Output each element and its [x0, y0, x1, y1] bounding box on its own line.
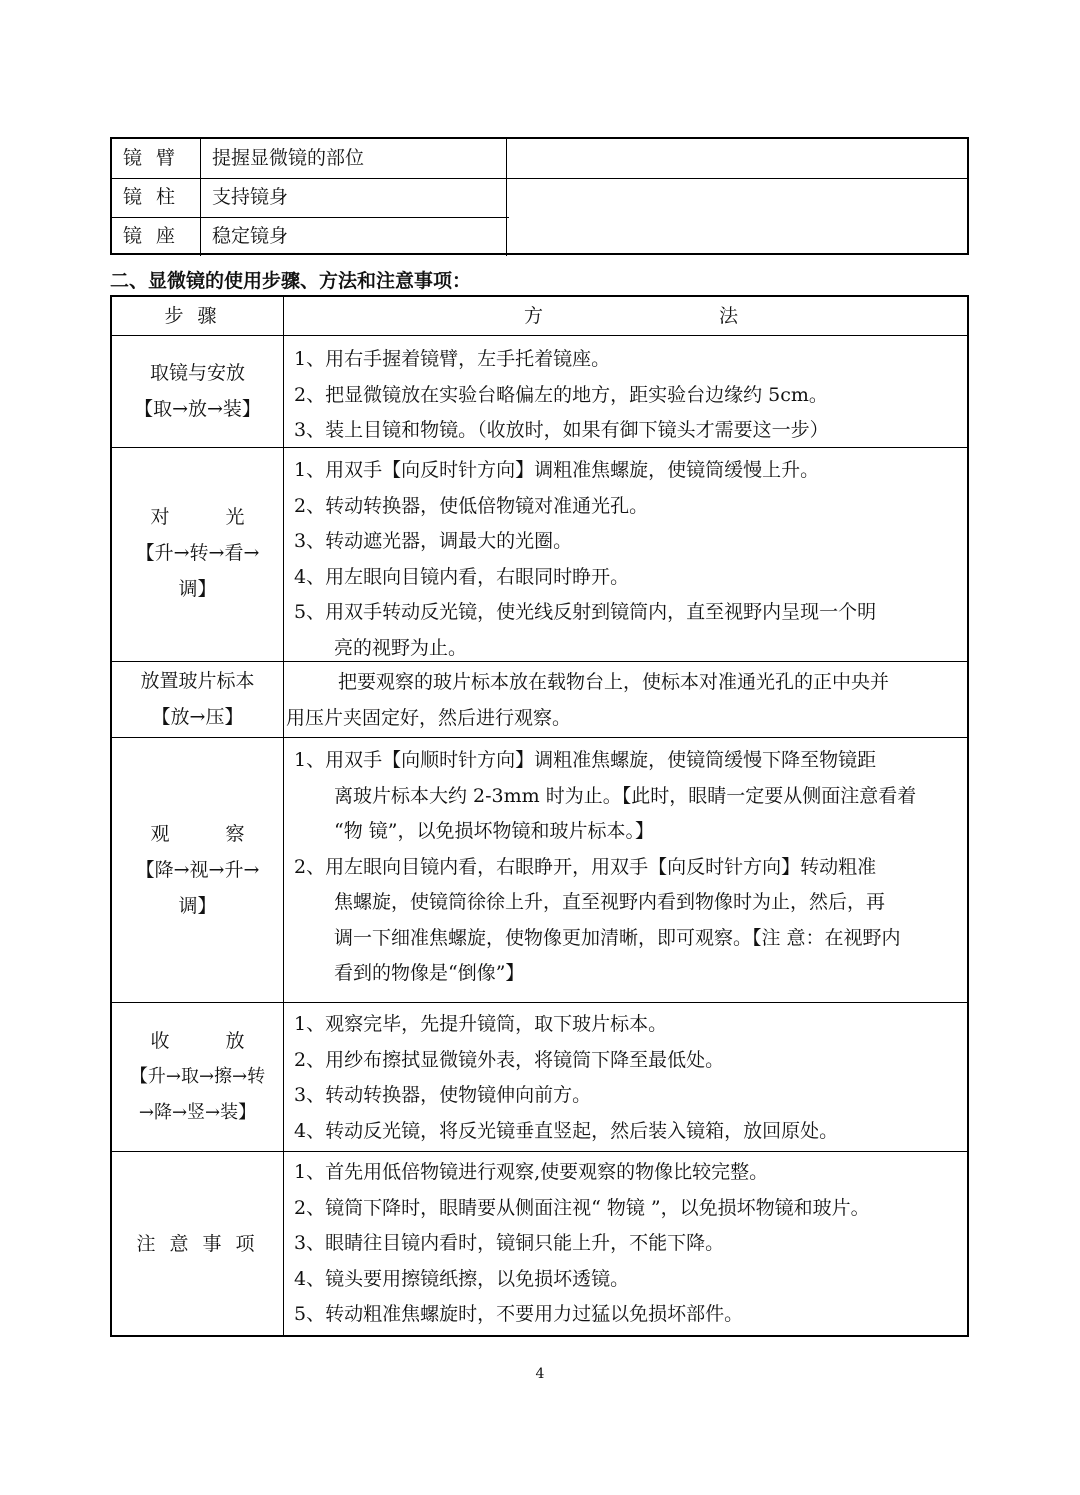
table-row: [112, 217, 509, 256]
step-title: 取镜与安放: [149, 361, 245, 384]
method-line: 1、用双手【向顺时针方向】调粗准焦螺旋，使镜筒缓慢下降至物镜距: [294, 749, 877, 771]
header-method: [284, 297, 969, 335]
header-method-left: 方: [524, 305, 544, 327]
section-title: 二、显微镜的使用步骤、方法和注意事项：: [110, 270, 472, 292]
step-mnemonic: 【取→放→装】: [134, 397, 261, 420]
step-label: [112, 738, 283, 1002]
step-mnemonic: 【升→转→看→: [135, 542, 260, 564]
method-line: 2、镜筒下降时，眼睛要从侧面注视“ 物镜 ”，以免损坏物镜和玻片。: [294, 1196, 870, 1219]
step-method: [294, 453, 962, 666]
header-method-right: 法: [719, 305, 739, 327]
method-line: 焦螺旋，使镜筒徐徐上升，直至视野内看到物像时为止，然后，再: [334, 891, 886, 913]
part-function: 支持镜身: [202, 178, 507, 217]
method-line: 1、首先用低倍物镜进行观察,使要观察的物像比较完整。: [294, 1161, 769, 1183]
method-line: 4、镜头要用擦镜纸擦，以免损坏透镜。: [294, 1267, 630, 1290]
step-mnemonic: 【降→视→升→: [135, 859, 260, 881]
step-title: 收 放: [150, 1029, 245, 1052]
method-line: 2、把显微镜放在实验台略偏左的地方，距实验台边缘约 5cm。: [294, 383, 828, 406]
method-line: 1、用右手握着镜臂，左手托着镜座。: [294, 348, 611, 370]
step-title: 对 光: [150, 506, 245, 528]
method-line: 2、用纱布擦拭显微镜外表，将镜筒下降至最低处。: [294, 1048, 725, 1071]
table-row: [112, 178, 509, 218]
method-line: 看到的物像是“倒像”】: [334, 962, 525, 984]
step-label: [112, 662, 283, 735]
parts-table: [110, 137, 969, 255]
step-label: [112, 1152, 283, 1335]
method-line: “物 镜”，以免损坏物镜和玻片标本。】: [334, 820, 654, 842]
step-title: 观 察: [150, 823, 245, 845]
step-mnemonic: 调】: [178, 895, 217, 917]
method-line: 亮的视野为止。: [334, 636, 468, 659]
step-label: [112, 448, 283, 658]
part-function: 提握显微镜的部位: [202, 139, 507, 178]
method-line: 4、用左眼向目镜内看，右眼同时睁开。: [294, 565, 630, 588]
step-method: [294, 342, 962, 449]
page-number: 4: [535, 1366, 545, 1382]
method-line: 5、转动粗准焦螺旋时，不要用力过猛以免损坏部件。: [294, 1303, 744, 1325]
step-mnemonic: 调】: [178, 578, 217, 600]
method-line: 3、眼睛往目镜内看时，镜铜只能上升，不能下降。: [294, 1232, 725, 1254]
step-mnemonic: 【放→压】: [151, 705, 244, 728]
header-step: 步骤: [164, 305, 231, 327]
method-line: 4、转动反光镜，将反光镜垂直竖起，然后装入镜箱，放回原处。: [294, 1119, 839, 1142]
step-label: [112, 1003, 283, 1150]
step-mnemonic: 【升→取→擦→转: [129, 1065, 266, 1087]
column-divider: [283, 297, 284, 1335]
step-method: [286, 665, 962, 736]
part-name: 镜座: [112, 217, 201, 256]
part-function: 稳定镜身: [202, 217, 507, 256]
step-title: 注 意 事 项: [136, 1232, 259, 1255]
step-mnemonic: →降→竖→装】: [138, 1101, 257, 1123]
method-line: 2、转动转换器，使低倍物镜对准通光孔。: [294, 494, 649, 517]
step-label: [112, 336, 283, 445]
step-method: [294, 1007, 962, 1149]
method-line: 3、转动转换器，使物镜伸向前方。: [294, 1084, 592, 1106]
step-title: 放置玻片标本: [140, 669, 255, 692]
steps-table: [110, 295, 969, 1337]
method-line: 1、用双手【向反时针方向】调粗准焦螺旋，使镜筒缓慢上升。: [294, 459, 820, 481]
method-line: 5、用双手转动反光镜，使光线反射到镜筒内，直至视野内呈现一个明: [294, 601, 877, 623]
part-name: 镜柱: [112, 178, 201, 217]
method-line: 3、装上目镜和物镜。（收放时，如果有御下镜头才需要这一步）: [294, 419, 829, 441]
method-line: 1、观察完毕，先提升镜筒，取下玻片标本。: [294, 1013, 668, 1035]
method-line: 2、用左眼向目镜内看，右眼睁开，用双手【向反时针方向】转动粗准: [294, 855, 877, 878]
method-line: 离玻片标本大约 2-3mm 时为止。【此时，眼睛一定要从侧面注意看着: [334, 784, 917, 807]
step-method: [294, 743, 962, 992]
method-line: 调一下细准焦螺旋，使物像更加清晰，即可观察。【注 意：在视野内: [334, 926, 901, 949]
step-method: [294, 1155, 962, 1333]
method-line: 把要观察的玻片标本放在载物台上，使标本对准通光孔的正中央并: [338, 671, 890, 693]
empty-cell: [509, 139, 967, 253]
method-line: 3、转动遮光器，调最大的光圈。: [294, 530, 573, 552]
part-name: 镜臂: [112, 139, 201, 178]
method-line: 用压片夹固定好，然后进行观察。: [286, 706, 572, 729]
